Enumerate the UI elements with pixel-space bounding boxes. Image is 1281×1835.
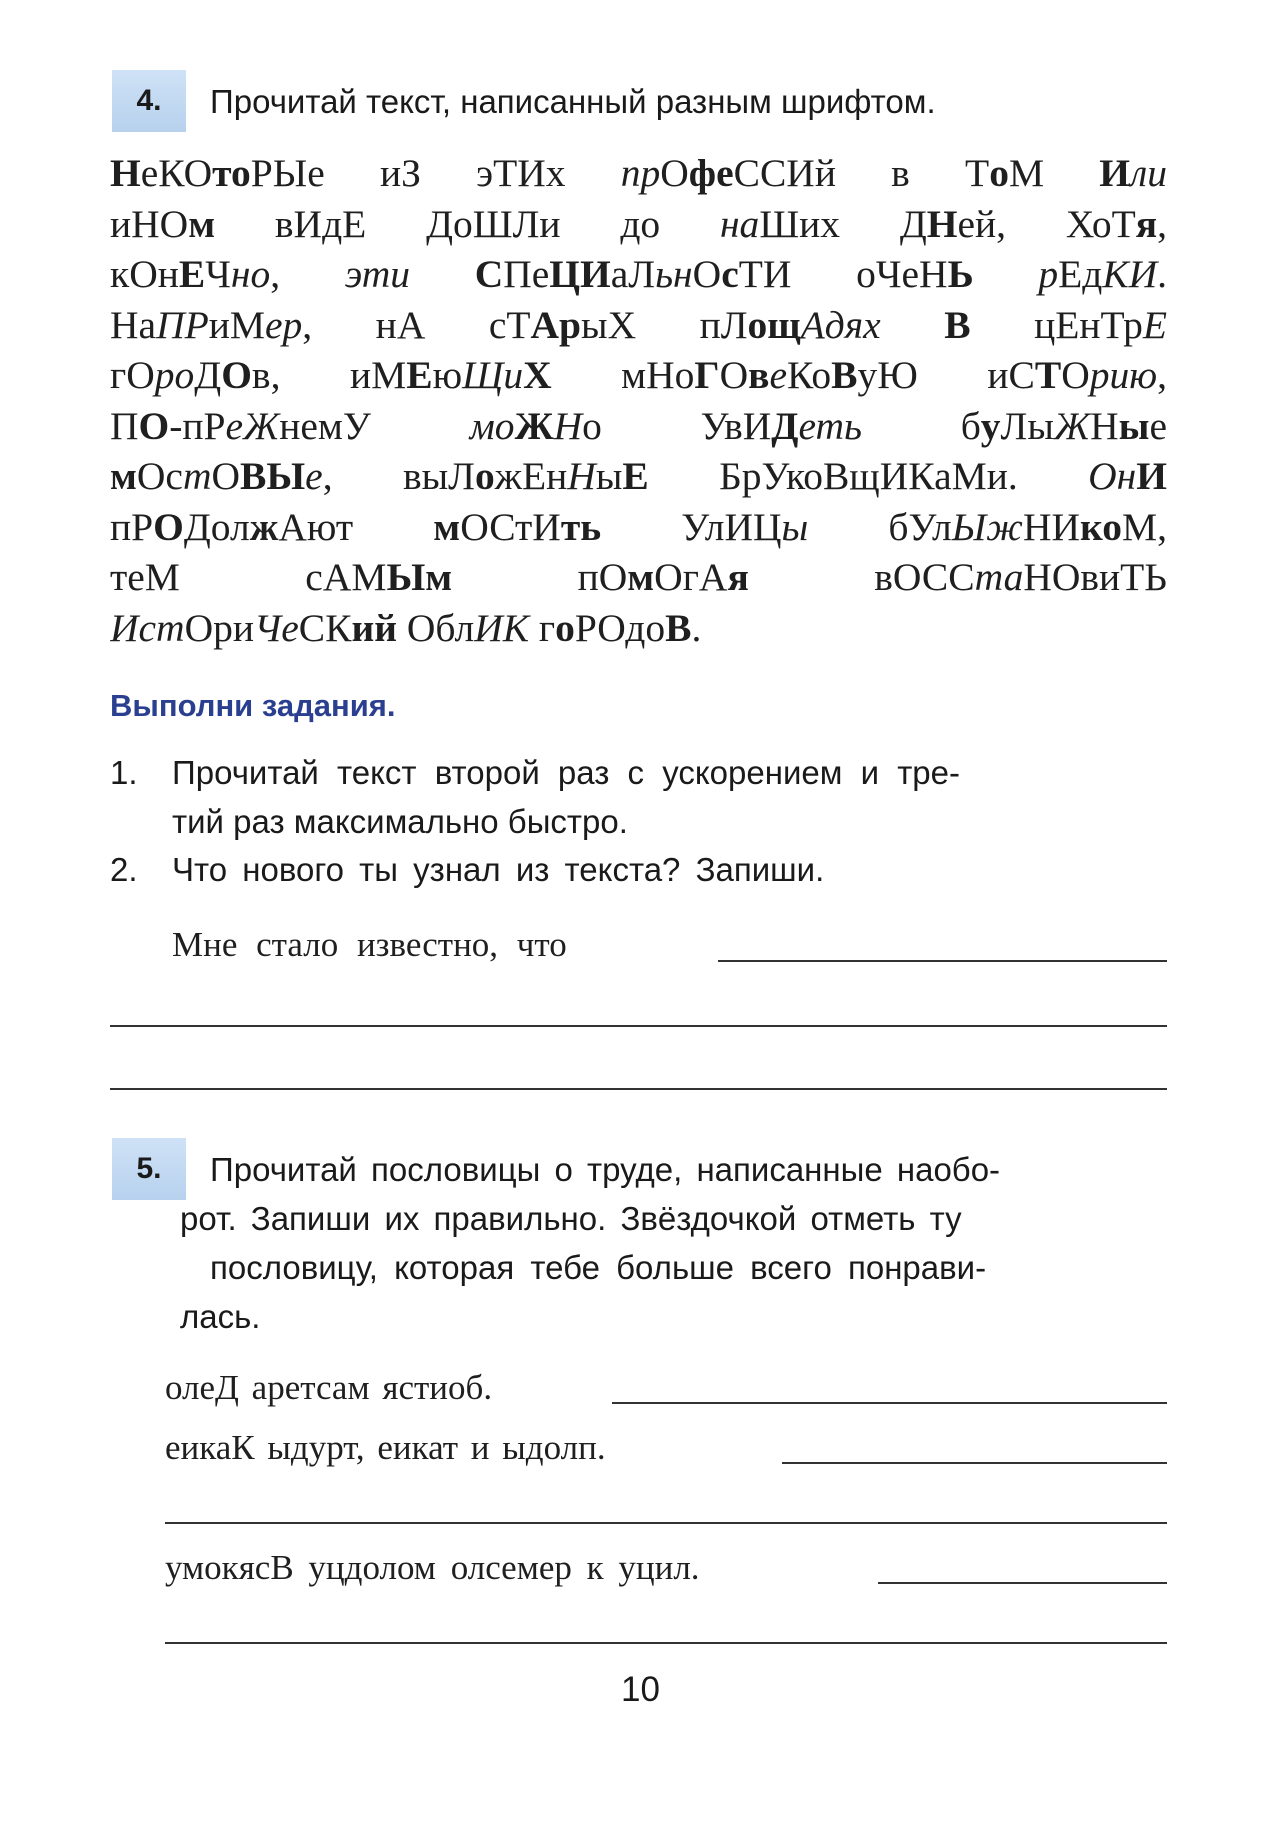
passage-run: ,: [1157, 353, 1167, 397]
passage-run: М,: [1122, 504, 1167, 549]
passage-run: еКО: [140, 151, 213, 195]
passage-run: я: [1135, 201, 1158, 246]
passage-run: НОвиТЬ: [1023, 555, 1167, 599]
passage-run: О: [692, 252, 722, 296]
passage-run: ВЫ: [240, 454, 306, 498]
passage-line: [110, 451, 1167, 502]
passage-run: Ыж: [951, 504, 1023, 549]
passage-run: Н: [1090, 403, 1119, 448]
passage-run: та: [974, 555, 1024, 599]
passage-run: в, иМ: [251, 353, 407, 397]
passage-run: пр: [620, 151, 661, 195]
passage-run: ко: [1080, 504, 1122, 549]
passage-run: Пе: [503, 252, 550, 296]
passage-run: м: [627, 555, 655, 599]
passage-run: ИК: [474, 605, 529, 650]
passage-run: б: [862, 403, 981, 448]
passage-line: [110, 249, 1167, 300]
passage-run: иНО: [110, 201, 189, 246]
passage-run: Е: [178, 252, 206, 296]
passage-run: Ар: [530, 302, 582, 347]
passage-run: о: [474, 454, 495, 498]
passage-run: Д: [194, 353, 222, 397]
passage-run: Ч: [205, 252, 231, 296]
passage-run: О: [660, 151, 689, 195]
passage-run: на: [719, 201, 760, 246]
passage-run: но: [230, 252, 271, 296]
task-5-title-line-1: Прочитай пословицы о труде, написанные наобо-: [210, 1151, 1001, 1188]
passage-run: О: [153, 504, 184, 549]
passage-run: В: [944, 302, 971, 347]
passage-run: [410, 252, 475, 296]
passage-run: И: [1136, 454, 1167, 498]
page-number: 10: [621, 1670, 660, 1709]
passage-run: эти: [344, 252, 410, 296]
passage-run: иМ: [208, 302, 265, 347]
passage-run: О: [221, 353, 252, 397]
answer-line-1[interactable]: [718, 960, 1167, 962]
passage-run: А: [278, 504, 307, 549]
passage-run: о УвИ: [582, 403, 772, 448]
instruction-item-1-line-1: Прочитай текст второй раз с ускорением и тре-: [172, 754, 961, 791]
passage-line: [110, 350, 1167, 401]
passage-run: ж: [249, 504, 279, 549]
passage-run: гО: [110, 353, 155, 397]
passage-run: с: [721, 252, 739, 296]
passage-run: ТИ оЧеН: [738, 252, 948, 296]
passage-run: Ым: [386, 555, 453, 599]
passage-run: ей, ХоТ: [957, 201, 1136, 246]
task-5-title-line-4: лась.: [180, 1298, 261, 1335]
passage-run: пР: [110, 504, 154, 549]
passage-run: Адях: [800, 302, 881, 347]
passage-run: у: [980, 403, 1001, 448]
passage-run: цЕнТр: [970, 302, 1143, 347]
answer-line-2[interactable]: [110, 1025, 1167, 1027]
passage-run: ЦИ: [549, 252, 611, 296]
passage-run: ы: [1118, 403, 1150, 448]
proverb-3: умокясВ уцдолом олсемер к уцил.: [165, 1548, 700, 1587]
passage-run: ть: [560, 504, 602, 549]
proverb-2-answer-line-2[interactable]: [165, 1522, 1167, 1524]
passage-run: П: [110, 403, 139, 448]
passage-run: ют: [306, 504, 434, 549]
passage-run: О: [138, 403, 170, 448]
passage-run: Д: [771, 403, 799, 448]
passage-run: На: [110, 302, 157, 347]
passage-run: Че: [254, 605, 299, 650]
passage-run: БрУкоВщИКаМи.: [648, 454, 1089, 498]
passage-run: ли: [1130, 151, 1167, 195]
passage-run: Е: [1142, 302, 1167, 347]
passage-run: Обл: [397, 605, 475, 650]
passage-run: Ж: [514, 403, 554, 448]
passage-run: В: [665, 605, 692, 650]
passage-run: вОСС: [748, 555, 975, 599]
passage-run: е: [1149, 403, 1167, 448]
passage-run: М: [1008, 151, 1100, 195]
passage-run: УлИЦ: [601, 504, 782, 549]
passage-run: еть: [798, 403, 862, 448]
mixed-font-passage: [110, 148, 1167, 653]
passage-line: [110, 552, 1167, 603]
passage-run: в: [748, 353, 770, 397]
passage-run: Дол: [183, 504, 250, 549]
passage-run: уЮ иС: [857, 353, 1035, 397]
proverb-3-answer-line-2[interactable]: [165, 1642, 1167, 1644]
passage-run: Ист: [110, 605, 185, 650]
passage-run: Щи: [462, 353, 524, 397]
passage-run: е: [769, 353, 787, 397]
passage-run: ю: [432, 353, 463, 397]
passage-run: о: [989, 151, 1009, 195]
passage-run: [974, 252, 1039, 296]
passage-run: ыХ пЛ: [581, 302, 748, 347]
passage-run: Н: [567, 454, 596, 498]
passage-run: Н: [926, 201, 958, 246]
passage-run: ий: [351, 605, 397, 650]
passage-run: ОгА: [654, 555, 728, 599]
proverb-1: олеД аретсам ястиоб.: [165, 1368, 493, 1407]
instruction-item-1: [110, 748, 1170, 846]
answer-line-3[interactable]: [110, 1088, 1167, 1090]
proverb-2: еикаК ыдурт, еикат и ыдолп.: [165, 1428, 606, 1467]
instruction-item-2-number: 2.: [110, 851, 138, 888]
passage-run: РОдо: [574, 605, 666, 650]
passage-run: ы: [595, 454, 623, 498]
passage-run: Он: [1088, 454, 1137, 498]
passage-run: немУ: [279, 403, 470, 448]
tasks-heading: Выполни задания.: [110, 688, 396, 723]
passage-run: ы: [781, 504, 809, 549]
passage-run: В: [831, 353, 858, 397]
passage-run: Т: [1034, 353, 1062, 397]
instruction-item-2: [110, 845, 1170, 894]
passage-run: пО: [452, 555, 628, 599]
passage-line: [110, 401, 1167, 452]
passage-run: ро: [154, 353, 195, 397]
passage-run: О: [211, 454, 241, 498]
passage-run: е: [305, 454, 323, 498]
passage-run: ПР: [156, 302, 209, 347]
passage-run: Н: [553, 403, 583, 448]
task-5-number-badge: 5.: [112, 1138, 186, 1200]
proverb-1-answer-line[interactable]: [612, 1402, 1167, 1404]
passage-run: Ко: [786, 353, 832, 397]
passage-run: еЖ: [225, 403, 280, 448]
task-5-title-line-3: пословицу, которая тебе больше всего понрави-: [210, 1249, 987, 1286]
passage-run: КИ: [1102, 252, 1158, 296]
passage-run: жЕн: [494, 454, 568, 498]
instruction-item-1-line-2: тий раз максимально быстро.: [172, 803, 628, 840]
passage-line: [110, 502, 1167, 553]
answer-prompt: Мне стало известно, что: [172, 925, 567, 964]
passage-run: ОСтИ: [460, 504, 561, 549]
passage-run: Лы: [1000, 403, 1054, 448]
passage-run: Е: [406, 353, 433, 397]
passage-run: м: [433, 504, 461, 549]
passage-line: [110, 603, 1167, 654]
passage-run: Ос: [136, 454, 183, 498]
passage-line: [110, 148, 1167, 199]
passage-run: ощ: [747, 302, 801, 347]
passage-run: И: [1099, 151, 1131, 195]
passage-run: ер: [264, 302, 303, 347]
passage-run: Г: [694, 353, 720, 397]
passage-run: г: [529, 605, 556, 650]
passage-run: л: [932, 504, 952, 549]
passage-run: ,: [1157, 201, 1167, 246]
passage-run: СК: [298, 605, 352, 650]
passage-run: НИ: [1022, 504, 1080, 549]
passage-run: Х: [523, 353, 552, 397]
passage-run: Ь: [947, 252, 974, 296]
passage-run: С: [474, 252, 504, 296]
passage-run: мНо: [551, 353, 695, 397]
passage-line: [110, 300, 1167, 351]
passage-run: ССИй в Т: [733, 151, 990, 195]
passage-run: кОн: [110, 252, 179, 296]
passage-run: Ори: [184, 605, 255, 650]
instruction-item-2-text: Что нового ты узнал из текста? Запиши.: [172, 851, 825, 888]
passage-run: Н: [110, 151, 141, 195]
passage-run: вИдЕ ДоШЛи до: [215, 201, 720, 246]
passage-run: О: [1061, 353, 1090, 397]
passage-run: Е: [622, 454, 649, 498]
proverb-3-answer-line-1[interactable]: [878, 1582, 1167, 1584]
passage-run: ьн: [655, 252, 693, 296]
passage-run: , выЛ: [322, 454, 475, 498]
passage-run: то: [212, 151, 251, 195]
passage-run: т: [182, 454, 212, 498]
passage-run: О: [719, 353, 749, 397]
passage-run: о: [555, 605, 575, 650]
instruction-item-1-number: 1.: [110, 754, 138, 791]
passage-run: р: [1038, 252, 1059, 296]
task-4-number-badge: 4.: [112, 70, 186, 132]
passage-line: [110, 199, 1167, 250]
passage-run: ,: [270, 252, 345, 296]
passage-run: фе: [688, 151, 734, 195]
passage-run: аЛ: [610, 252, 656, 296]
passage-run: я: [727, 555, 749, 599]
passage-run: [881, 303, 945, 347]
proverb-2-answer-line-1[interactable]: [782, 1462, 1167, 1464]
passage-run: РЫе иЗ эТИх: [250, 151, 621, 195]
passage-run: -пР: [169, 403, 226, 448]
passage-run: Ед: [1058, 252, 1103, 296]
passage-run: рию: [1089, 353, 1158, 397]
task-5-title-line-2: рот. Запиши их правильно. Звёздочкой отметь ту: [180, 1200, 962, 1237]
passage-run: м: [188, 201, 216, 246]
passage-run: Ших Д: [759, 201, 927, 246]
passage-run: Ж: [1053, 403, 1091, 448]
passage-run: , нА сТ: [302, 302, 531, 347]
passage-run: .: [1157, 252, 1167, 296]
passage-run: теМ сАМ: [110, 555, 387, 599]
passage-run: бУ: [808, 504, 933, 549]
passage-run: м: [110, 454, 137, 498]
task-4-title: Прочитай текст, написанный разным шрифтом.: [210, 83, 936, 120]
passage-run: .: [691, 605, 702, 650]
passage-run: мо: [469, 403, 515, 448]
